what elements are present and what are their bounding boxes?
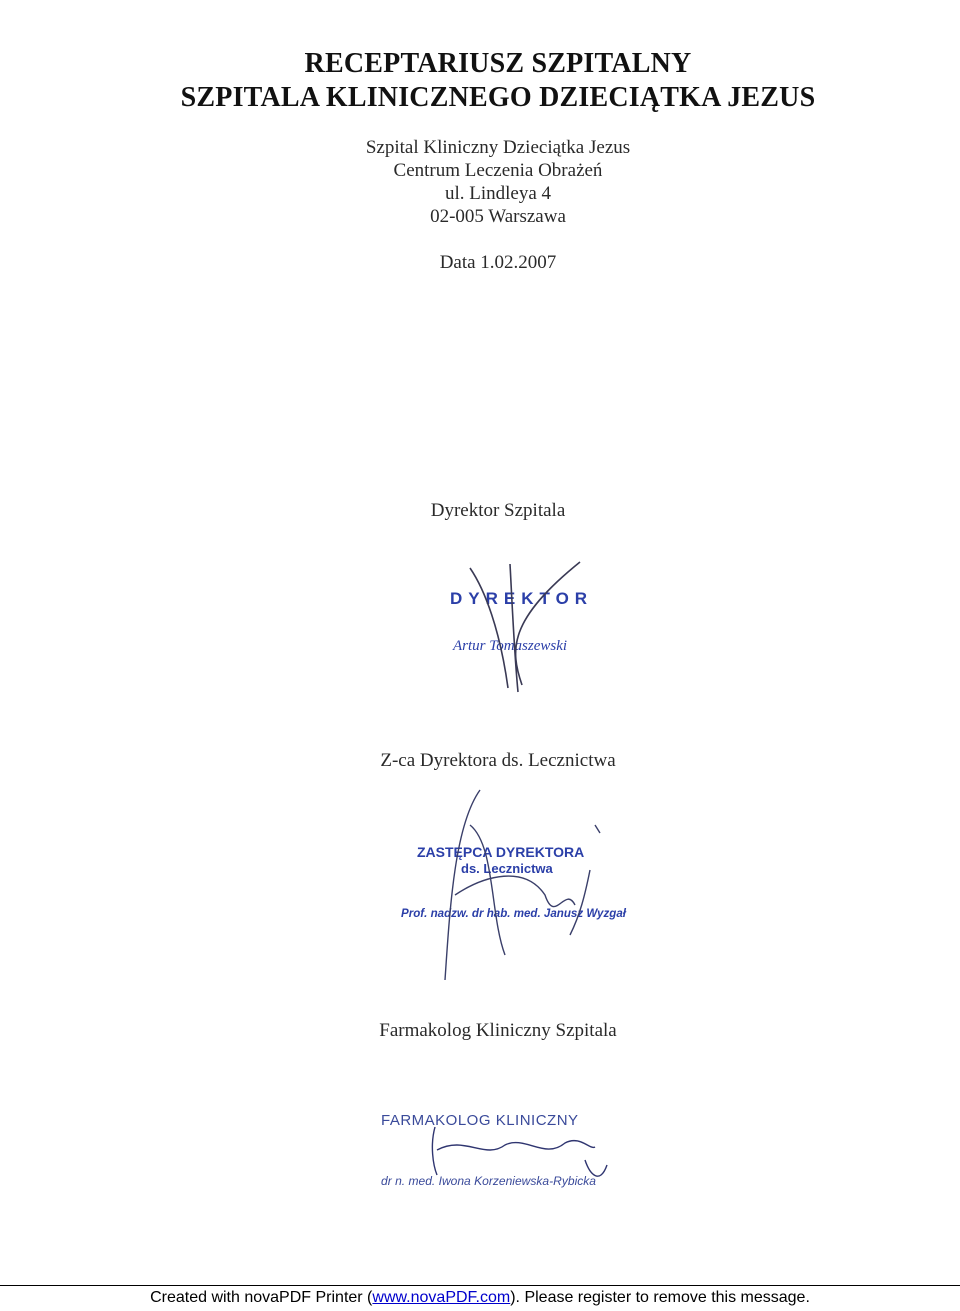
deputy-stamp-subtitle: ds. Lecznictwa bbox=[461, 861, 553, 876]
novapdf-footer bbox=[0, 1285, 960, 1311]
director-stamp-name: Artur Tomaszewski bbox=[453, 638, 568, 654]
footer-link[interactable]: www.novaPDF.com bbox=[372, 1289, 511, 1306]
director-handwritten-signature bbox=[470, 562, 580, 692]
role-clinical-pharmacologist: Farmakolog Kliniczny Szpitala bbox=[379, 1020, 617, 1041]
pharmacologist-stamp-name: dr n. med. Iwona Korzeniewska-Rybicka bbox=[381, 1176, 596, 1188]
address-line-street: ul. Lindleya 4 bbox=[444, 183, 552, 204]
document-title-line2: SZPITALA KLINICZNEGO DZIECIĄTKA JEZUS bbox=[180, 82, 816, 113]
address-line-city: 02-005 Warszawa bbox=[430, 206, 566, 227]
deputy-handwritten-signature bbox=[445, 790, 600, 980]
director-stamp-signature bbox=[440, 560, 640, 700]
director-stamp-title: DYREKTOR bbox=[450, 589, 594, 608]
pharmacologist-stamp-signature bbox=[375, 1105, 615, 1200]
role-deputy-director: Z-ca Dyrektora ds. Lecznictwa bbox=[380, 750, 616, 771]
address-line-hospital: Szpital Kliniczny Dzieciątka Jezus bbox=[365, 137, 631, 158]
address-line-center: Centrum Leczenia Obrażeń bbox=[393, 160, 603, 181]
deputy-stamp-signature bbox=[395, 785, 635, 985]
document-date: Data 1.02.2007 bbox=[439, 252, 557, 273]
pharmacologist-handwritten-signature bbox=[432, 1127, 607, 1176]
footer-suffix: ). Please register to remove this message. bbox=[510, 1289, 810, 1306]
document-title-line1: RECEPTARIUSZ SZPITALNY bbox=[304, 48, 692, 79]
role-director: Dyrektor Szpitala bbox=[430, 500, 566, 521]
deputy-stamp-title: ZASTĘPCA DYREKTORA bbox=[417, 844, 585, 860]
footer-prefix: Created with novaPDF Printer ( bbox=[150, 1289, 373, 1306]
deputy-stamp-name: Prof. nadzw. dr hab. med. Janusz Wyzgał bbox=[401, 908, 627, 920]
pharmacologist-stamp-title: FARMAKOLOG KLINICZNY bbox=[381, 1112, 579, 1129]
